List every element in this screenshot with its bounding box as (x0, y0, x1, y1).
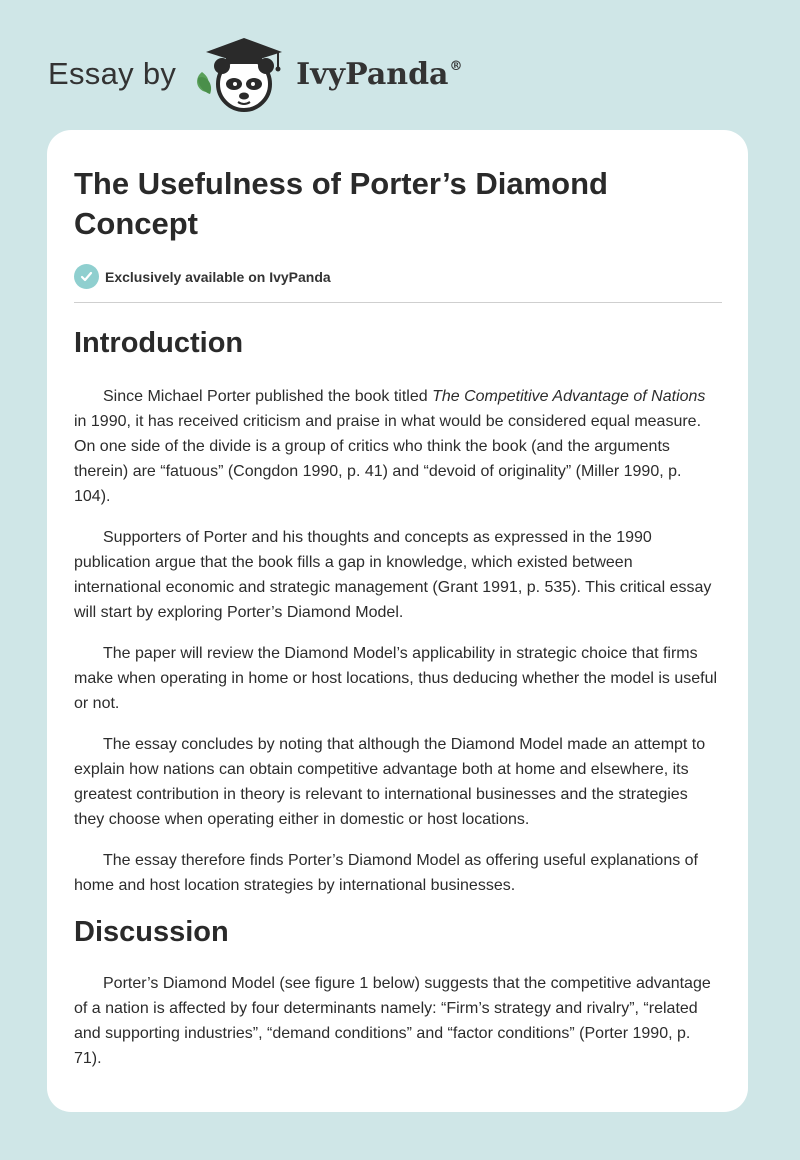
book-title: The Competitive Advantage of Nations (432, 388, 706, 405)
intro-paragraph-1 (74, 384, 722, 509)
intro-paragraph-3: The paper will review the Diamond Model’s applicability in strategic choice that firms make when operating in home or host locations, thus deducing whether the model is useful or not. (74, 645, 718, 712)
site-header (48, 34, 463, 114)
intro-paragraph-1-end: in 1990, it has received criticism and praise in what would be considered equal measure. On one side of the divide is a group of critics who think the book (and the arguments therein) are “fatuous” (Congdon 1990, p. 41) and “devoid of originality” (Miller 1990, p. 104). (74, 413, 702, 505)
exclusive-badge-label: Exclusively available on IvyPanda (105, 268, 331, 285)
section-heading-introduction: Introduction (74, 327, 244, 359)
essay-by-label: Essay by (48, 56, 177, 91)
divider (74, 302, 722, 303)
page-title: The Usefulness of Porter’s Diamond Concept (74, 166, 608, 241)
intro-paragraph-4: The essay concludes by noting that although the Diamond Model made an attempt to explain how nations can obtain competitive advantage both at home and elsewhere, its greatest contribution in theory is relevant to international businesses and the strategies they choose when operating either in domestic or host locations. (74, 736, 706, 828)
article-card (47, 130, 748, 1112)
intro-paragraph-2: Supporters of Porter and his thoughts and concepts as expressed in the 1990 publication argue that the book fills a gap in knowledge, which existed between international economic and strategic management (Grant 1991, p. 535). This critical essay will start by exploring Porter’s Diamond Model. (74, 529, 712, 621)
discussion-paragraph-1: Porter’s Diamond Model (see figure 1 below) suggests that the competitive advantage of a nation is affected by four determinants namely: “Firm’s strategy and rivalry”, “related and supporting industries”, “demand conditions” and “factor conditions” (Porter 1990, p. 71). (74, 975, 711, 1067)
article-content (74, 164, 722, 1071)
brand-logo-text[interactable] (296, 57, 462, 92)
brand-name: IvyPanda (296, 56, 449, 92)
exclusive-badge (74, 264, 722, 289)
check-icon (74, 264, 99, 289)
registered-mark: ® (449, 58, 463, 74)
panda-graduate-icon[interactable] (192, 34, 288, 114)
section-heading-discussion: Discussion (74, 916, 229, 948)
intro-paragraph-1-start: Since Michael Porter published the book titled (103, 388, 433, 405)
intro-paragraph-5: The essay therefore finds Porter’s Diamond Model as offering useful explanations of home and host location strategies by international businesses. (74, 852, 698, 894)
